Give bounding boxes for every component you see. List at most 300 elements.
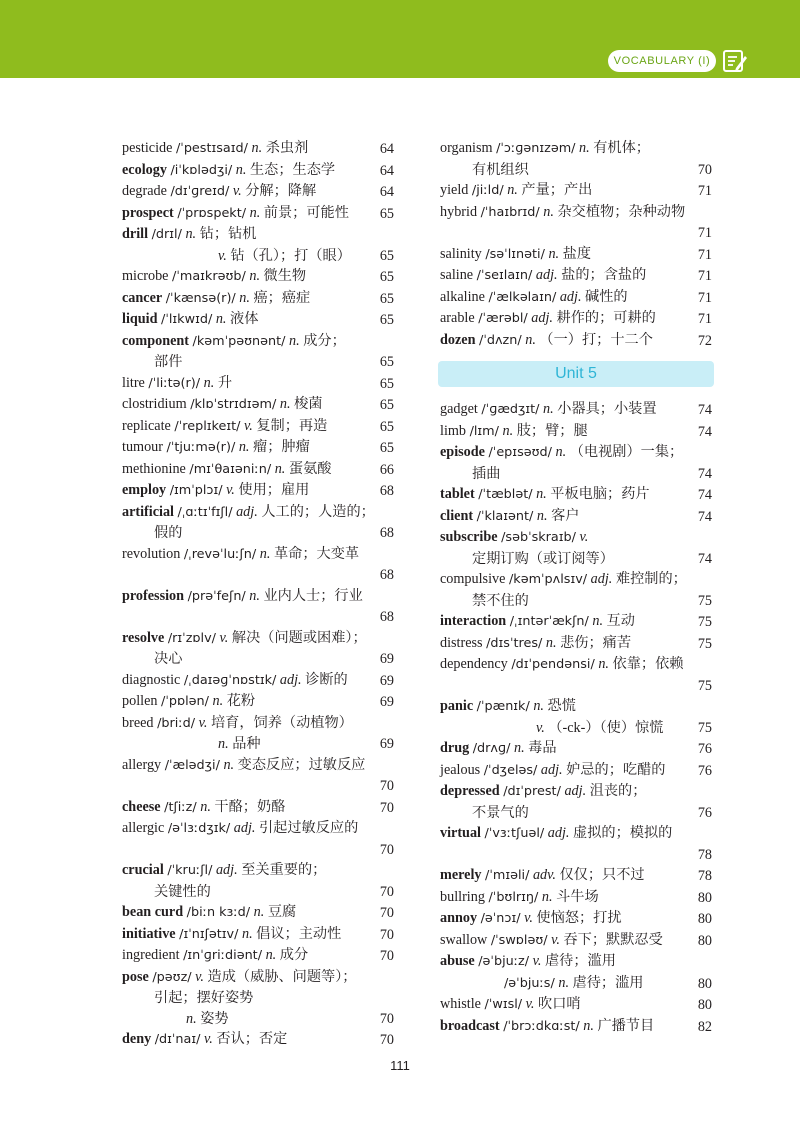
vocab-entry xyxy=(122,437,394,459)
vocab-entry xyxy=(440,633,712,655)
vocab-entry xyxy=(440,244,712,266)
headword: allergic xyxy=(122,820,165,836)
definition: 盐的；含盐的 xyxy=(561,267,647,283)
vocab-entry xyxy=(440,760,712,782)
headword: abuse xyxy=(440,953,475,969)
part-of-speech: n. xyxy=(253,904,265,920)
headword: alkaline xyxy=(440,288,485,305)
definition: 杂交植物；杂种动物 xyxy=(557,203,686,220)
vocab-entry xyxy=(440,951,712,994)
headword: initiative xyxy=(122,925,176,942)
definition-continuation xyxy=(122,840,364,861)
phonetic: /ˈpestɪsaɪd/ xyxy=(175,141,248,156)
headword: degrade xyxy=(122,183,167,199)
part-of-speech: n. xyxy=(185,226,197,242)
vocab-entry xyxy=(122,138,394,160)
definition: 虐待；滥用 xyxy=(572,974,644,991)
definition: 前景；可能性 xyxy=(263,204,349,221)
part-of-speech: v. xyxy=(198,714,208,731)
part-of-speech: n. xyxy=(186,1010,197,1027)
definition-continuation xyxy=(440,160,682,181)
vocab-entry xyxy=(440,330,712,352)
phonetic: /kəmˈpəʊnənt/ xyxy=(192,333,286,349)
definition: 小器具；小装置 xyxy=(557,401,657,417)
headword: breed xyxy=(122,714,154,731)
page-ref: 65 xyxy=(379,247,394,264)
definition: 关键性的 xyxy=(154,883,211,900)
page-ref: 70 xyxy=(379,841,394,858)
definition: 虚拟的；模拟的 xyxy=(573,825,673,841)
part-of-speech: n. xyxy=(212,693,224,709)
phonetic: /dɪˈpendənsi/ xyxy=(511,657,595,672)
page-ref: 71 xyxy=(697,183,712,199)
headword: employ xyxy=(122,482,167,498)
page-ref: 68 xyxy=(379,567,394,583)
phonetic: /ˈælədʒi/ xyxy=(164,757,220,773)
part-of-speech: v. xyxy=(551,931,560,948)
vocab-entry xyxy=(440,823,712,865)
definition-continuation xyxy=(440,591,682,612)
part-of-speech: v. xyxy=(232,183,242,199)
definition: 客户 xyxy=(551,507,580,524)
headword: liquid xyxy=(122,311,158,327)
page-ref: 75 xyxy=(697,592,712,609)
definition: 使用；雇用 xyxy=(238,482,310,498)
definition: 升 xyxy=(217,374,233,391)
headword: revolution xyxy=(122,545,181,562)
part-of-speech: n. xyxy=(239,289,250,306)
phonetic: /ˈælkəlaɪn/ xyxy=(488,289,557,305)
phonetic: /ɪˈnɪʃətɪv/ xyxy=(179,926,239,942)
definition-continuation xyxy=(122,988,364,1009)
part-of-speech: adj. xyxy=(559,288,582,305)
headword: jealous xyxy=(440,761,481,778)
definition: 生态；生态学 xyxy=(249,161,336,178)
vocab-entry xyxy=(440,887,712,909)
headword: tumour xyxy=(122,439,163,455)
headword: clostridium xyxy=(122,396,187,412)
phonetic: /ˈɡædʒɪt/ xyxy=(481,402,540,417)
definition: 斗牛场 xyxy=(556,888,599,905)
phonetic: /kəmˈpʌlsɪv/ xyxy=(508,572,588,587)
phonetic: /drɪl/ xyxy=(151,227,182,242)
vocab-entry xyxy=(440,287,712,309)
definition-continuation xyxy=(122,607,364,628)
page-ref: 70 xyxy=(379,905,394,921)
definition: （-ck-）（使）惊慌 xyxy=(548,719,664,736)
definition-continuation xyxy=(440,718,682,739)
definition: 广播节目 xyxy=(597,1017,655,1034)
definition: 妒忌的；吃醋的 xyxy=(566,761,666,778)
definition: 盐度 xyxy=(562,245,592,262)
definition: 有机体； xyxy=(593,140,650,156)
page-ref: 80 xyxy=(697,889,712,906)
phonetic: /biːn kɜːd/ xyxy=(186,905,251,920)
vocab-entry xyxy=(122,670,394,692)
definition: 不景气的 xyxy=(472,804,529,821)
headword: tablet xyxy=(440,486,475,502)
definition-continuation xyxy=(122,734,364,755)
headword: arable xyxy=(440,310,475,326)
page-ref: 75 xyxy=(697,719,712,736)
definition: 恐慌 xyxy=(547,698,576,714)
vocab-entry xyxy=(440,696,712,738)
definition-continuation xyxy=(122,565,364,586)
page-ref: 70 xyxy=(379,799,394,816)
vocab-entry xyxy=(122,713,394,755)
definition: （电视剧）一集； xyxy=(569,444,684,460)
definition: 耕作的；可耕的 xyxy=(556,310,656,326)
definition: 蛋氨酸 xyxy=(288,460,332,477)
page-ref: 70 xyxy=(379,1010,394,1027)
headword: annoy xyxy=(440,910,478,926)
definition: 梭菌 xyxy=(294,396,323,412)
phonetic: /iˈkɒlədʒi/ xyxy=(170,162,233,178)
part-of-speech: n. xyxy=(203,374,215,391)
phonetic: /ˈkruːʃl/ xyxy=(167,863,213,878)
headword: bullring xyxy=(440,888,485,905)
definition: 部件 xyxy=(154,354,183,370)
definition: 解决（问题或困难）； xyxy=(231,629,367,646)
part-of-speech: n. xyxy=(238,439,250,455)
headword: compulsive xyxy=(440,571,506,587)
part-of-speech: adj. xyxy=(531,310,553,326)
part-of-speech: n. xyxy=(223,756,235,773)
phonetic: /ˈhaɪbrɪd/ xyxy=(480,204,540,220)
vocab-entry xyxy=(440,506,712,528)
definition: 碱性的 xyxy=(585,288,628,305)
definition-continuation xyxy=(122,649,364,670)
part-of-speech: n. xyxy=(200,798,211,815)
vocab-entry xyxy=(440,202,712,244)
page-ref: 75 xyxy=(697,677,712,694)
phonetic: /ˈkænsə(r)/ xyxy=(165,290,236,306)
vocab-entry xyxy=(122,902,394,924)
page-ref: 68 xyxy=(379,609,394,625)
phonetic: /səˈlɪnəti/ xyxy=(485,246,545,262)
page-number: 111 xyxy=(390,1058,410,1073)
definition: 吹口哨 xyxy=(538,996,581,1012)
headword: broadcast xyxy=(440,1017,500,1034)
phonetic: /ˈswɒləʊ/ xyxy=(490,932,548,948)
vocab-entry xyxy=(122,181,394,203)
vocab-entry xyxy=(122,203,394,225)
page-ref: 65 xyxy=(379,418,394,435)
page-ref: 74 xyxy=(697,402,712,418)
headword: resolve xyxy=(122,629,165,646)
vocab-entry xyxy=(122,394,394,416)
definition: 定期订购（或订阅等） xyxy=(472,550,614,567)
vocab-entry xyxy=(440,611,712,633)
vocab-entry xyxy=(122,818,394,860)
page-ref: 80 xyxy=(697,911,712,927)
definition: 难控制的； xyxy=(615,571,687,587)
vocab-entry xyxy=(122,945,394,967)
vocab-entry xyxy=(122,224,394,266)
definition: 假的 xyxy=(154,525,183,541)
definition: 倡议；主动性 xyxy=(256,925,342,942)
page-ref: 70 xyxy=(379,926,394,943)
phonetic: /mɪˈθaɪəniːn/ xyxy=(189,461,272,477)
phonetic: /ˈklaɪənt/ xyxy=(476,508,534,524)
part-of-speech: n. xyxy=(533,698,544,714)
headword: limb xyxy=(440,422,467,439)
phonetic: /səbˈskraɪb/ xyxy=(501,530,576,545)
right-column xyxy=(440,138,712,1037)
vocab-entry xyxy=(440,265,712,287)
vocab-entry xyxy=(440,527,712,569)
definition: 插曲 xyxy=(472,465,501,482)
headword: whistle xyxy=(440,996,481,1012)
page-ref: 74 xyxy=(697,423,712,440)
vocab-entry xyxy=(122,331,394,373)
definition: 成分 xyxy=(279,947,309,963)
phonetic: /tʃiːz/ xyxy=(164,799,197,815)
vocab-entry xyxy=(122,628,394,670)
page-ref: 65 xyxy=(379,397,394,413)
page-ref: 76 xyxy=(697,741,712,757)
part-of-speech: v. xyxy=(579,529,589,545)
definition: 肢；臂；腿 xyxy=(516,422,588,439)
vocab-entry xyxy=(440,180,712,202)
definition: 品种 xyxy=(232,736,261,752)
headword: drug xyxy=(440,740,470,756)
phonetic: /ˈvɜːtʃuəl/ xyxy=(484,826,545,841)
part-of-speech: v. xyxy=(243,417,253,434)
section-title: VOCABULARY (I) xyxy=(608,50,716,72)
page-ref: 75 xyxy=(697,614,712,630)
page-ref: 71 xyxy=(697,246,712,263)
definition-continuation xyxy=(440,973,682,995)
headword: distress xyxy=(440,634,483,651)
phonetic: /ˈbʊlrɪŋ/ xyxy=(488,889,539,905)
part-of-speech: v. xyxy=(536,719,545,736)
phonetic: /əˈnɔɪ/ xyxy=(480,911,521,926)
vocab-entry xyxy=(440,442,712,484)
phonetic: /ɪnˈɡriːdiənt/ xyxy=(183,948,263,963)
vocab-entry xyxy=(122,860,394,902)
page-ref: 76 xyxy=(697,762,712,779)
part-of-speech: n. xyxy=(555,444,567,460)
phonetic: /ˈseɪlaɪn/ xyxy=(476,268,533,283)
edit-note-icon xyxy=(722,48,748,74)
headword: client xyxy=(440,507,474,524)
definition: 瘤；肿瘤 xyxy=(253,439,310,455)
vocab-entry xyxy=(440,865,712,887)
headword: subscribe xyxy=(440,529,498,545)
part-of-speech: adv. xyxy=(532,867,556,883)
page-ref: 80 xyxy=(697,975,712,992)
vocab-entry xyxy=(122,755,394,797)
phonetic: /ˈpænɪk/ xyxy=(476,699,530,714)
headword: pesticide xyxy=(122,140,173,156)
headword: pose xyxy=(122,968,149,985)
part-of-speech: n. xyxy=(513,740,525,756)
headword: interaction xyxy=(440,613,507,629)
definition: 仅仅；只不过 xyxy=(559,867,645,883)
headword: allergy xyxy=(122,756,162,773)
definition: 变态反应；过敏反应 xyxy=(237,756,366,773)
part-of-speech: n. xyxy=(274,460,286,477)
headword: dozen xyxy=(440,331,476,348)
definition: 使恼怒；打扰 xyxy=(536,910,622,926)
part-of-speech: n. xyxy=(548,245,560,262)
definition: 分解；降解 xyxy=(245,183,317,199)
vocab-entry xyxy=(122,373,394,395)
definition: 业内人士；行业 xyxy=(263,587,363,604)
page-ref: 65 xyxy=(379,440,394,456)
part-of-speech: n. xyxy=(598,656,609,672)
headword: ingredient xyxy=(122,947,180,963)
definition: 钻；钻机 xyxy=(199,226,257,242)
part-of-speech: n. xyxy=(558,974,569,991)
page-ref: 70 xyxy=(379,883,394,900)
part-of-speech: adj. xyxy=(215,862,238,878)
part-of-speech: n. xyxy=(592,613,603,629)
phonetic: /ˈlɪkwɪd/ xyxy=(161,312,213,327)
phonetic: /ˈepɪsəʊd/ xyxy=(488,445,552,460)
headword: deny xyxy=(122,1031,152,1047)
part-of-speech: n. xyxy=(249,204,261,221)
vocab-entry xyxy=(122,160,394,182)
vocab-entry xyxy=(122,459,394,481)
page-ref: 66 xyxy=(379,461,394,478)
part-of-speech: n. xyxy=(543,401,554,417)
part-of-speech: adj. xyxy=(236,503,258,520)
headword: yield xyxy=(440,182,469,198)
headword: profession xyxy=(122,587,185,604)
part-of-speech: n. xyxy=(251,140,263,156)
phonetic: /ˌɑːtɪˈfɪʃl/ xyxy=(177,504,233,520)
phonetic: /ˈbrɔːdkɑːst/ xyxy=(503,1018,580,1034)
part-of-speech: n. xyxy=(241,925,253,942)
part-of-speech: n. xyxy=(259,545,271,562)
definition-continuation xyxy=(440,464,682,485)
phonetic: /ˈreplɪkeɪt/ xyxy=(174,418,241,434)
definition: 革命；大变革 xyxy=(273,545,360,562)
page-ref: 74 xyxy=(697,550,712,567)
page-ref: 64 xyxy=(379,162,394,179)
part-of-speech: v. xyxy=(226,482,235,498)
phonetic: /ˈɔːɡənɪzəm/ xyxy=(496,141,576,156)
definition-continuation xyxy=(440,803,682,824)
definition: 悲伤；痛苦 xyxy=(560,634,632,651)
page-ref: 65 xyxy=(379,312,394,328)
definition: 否认；否定 xyxy=(216,1031,288,1047)
page-ref: 78 xyxy=(697,868,712,884)
phonetic: /pəʊz/ xyxy=(152,969,192,985)
phonetic: /ˌdaɪəɡˈnɒstɪk/ xyxy=(183,672,277,688)
phonetic: /ˈmaɪkrəʊb/ xyxy=(172,269,246,284)
page-ref: 71 xyxy=(697,289,712,306)
headword: cancer xyxy=(122,289,163,306)
page-ref: 70 xyxy=(379,948,394,964)
page-ref: 64 xyxy=(379,184,394,200)
headword: microbe xyxy=(122,268,169,284)
headword: saline xyxy=(440,267,474,283)
page-ref: 71 xyxy=(697,311,712,327)
phonetic: /dɪˈprest/ xyxy=(503,784,561,799)
definition-continuation xyxy=(122,352,364,373)
part-of-speech: v. xyxy=(195,968,204,985)
headword: swallow xyxy=(440,931,488,948)
vocab-entry xyxy=(122,309,394,331)
part-of-speech: n. xyxy=(235,161,247,178)
definition-continuation xyxy=(440,549,682,570)
definition-continuation xyxy=(122,523,364,544)
headword: component xyxy=(122,332,189,349)
definition: 培育，饲养（动植物） xyxy=(210,714,353,731)
phonetic: /klɒˈstrɪdɪəm/ xyxy=(190,397,277,412)
headword: episode xyxy=(440,444,485,460)
headword: crucial xyxy=(122,862,164,878)
headword: salinity xyxy=(440,245,482,262)
phonetic: /əˈbjuːz/ xyxy=(478,954,530,969)
part-of-speech: adj. xyxy=(279,671,302,688)
phonetic: /prəˈfeʃn/ xyxy=(187,588,246,604)
definition: 诊断的 xyxy=(305,671,348,688)
page-ref: 65 xyxy=(379,269,394,285)
headword: replicate xyxy=(122,417,171,434)
headword: dependency xyxy=(440,656,508,672)
definition: 钻（孔）；打（眼） xyxy=(230,247,351,264)
definition: 毒品 xyxy=(528,740,557,756)
part-of-speech: n. xyxy=(541,888,553,905)
page-ref: 75 xyxy=(697,635,712,652)
phonetic: /ɪmˈplɔɪ/ xyxy=(169,483,223,498)
page-ref: 70 xyxy=(697,161,712,178)
part-of-speech: n. xyxy=(545,634,557,651)
part-of-speech: n. xyxy=(579,140,590,156)
definition: （一）打；十二个 xyxy=(539,331,653,348)
phonetic: /ˈpɒlən/ xyxy=(161,694,209,709)
definition: 豆腐 xyxy=(267,904,297,920)
page-ref: 70 xyxy=(379,1032,394,1048)
definition: 平板电脑；药片 xyxy=(550,486,650,502)
page-ref: 65 xyxy=(379,375,394,392)
page-ref: 64 xyxy=(379,141,394,157)
page-ref: 65 xyxy=(379,354,394,370)
page-ref: 65 xyxy=(379,205,394,222)
phonetic: /dɪˈɡreɪd/ xyxy=(170,184,230,199)
part-of-speech: n. xyxy=(279,396,291,412)
vocab-entry xyxy=(440,908,712,930)
part-of-speech: adj. xyxy=(547,825,570,841)
phonetic: /jiːld/ xyxy=(471,183,504,198)
page-ref: 80 xyxy=(697,997,712,1013)
definition: 花粉 xyxy=(226,693,256,709)
part-of-speech: n. xyxy=(265,947,277,963)
definition: 干酪；奶酪 xyxy=(214,798,286,815)
phonetic: /dɪsˈtres/ xyxy=(486,635,543,651)
phonetic: /rɪˈzɒlv/ xyxy=(167,630,216,646)
definition: 引起；摆好姿势 xyxy=(154,990,254,1006)
page-ref: 74 xyxy=(697,508,712,525)
page-ref: 70 xyxy=(379,778,394,794)
phonetic: /briːd/ xyxy=(157,715,196,731)
part-of-speech: v. xyxy=(219,629,229,646)
definition: 依靠；依赖 xyxy=(612,656,684,672)
headword: virtual xyxy=(440,825,481,841)
definition: 人工的；人造的； xyxy=(261,503,375,520)
phonetic: /ˈtjuːmə(r)/ xyxy=(166,440,236,455)
headword: depressed xyxy=(440,783,500,799)
page-ref: 74 xyxy=(697,487,712,503)
vocab-entry xyxy=(122,416,394,438)
definition: 沮丧的； xyxy=(589,783,647,799)
phonetic: /dɪˈnaɪ/ xyxy=(154,1032,201,1047)
vocab-entry xyxy=(122,797,394,819)
